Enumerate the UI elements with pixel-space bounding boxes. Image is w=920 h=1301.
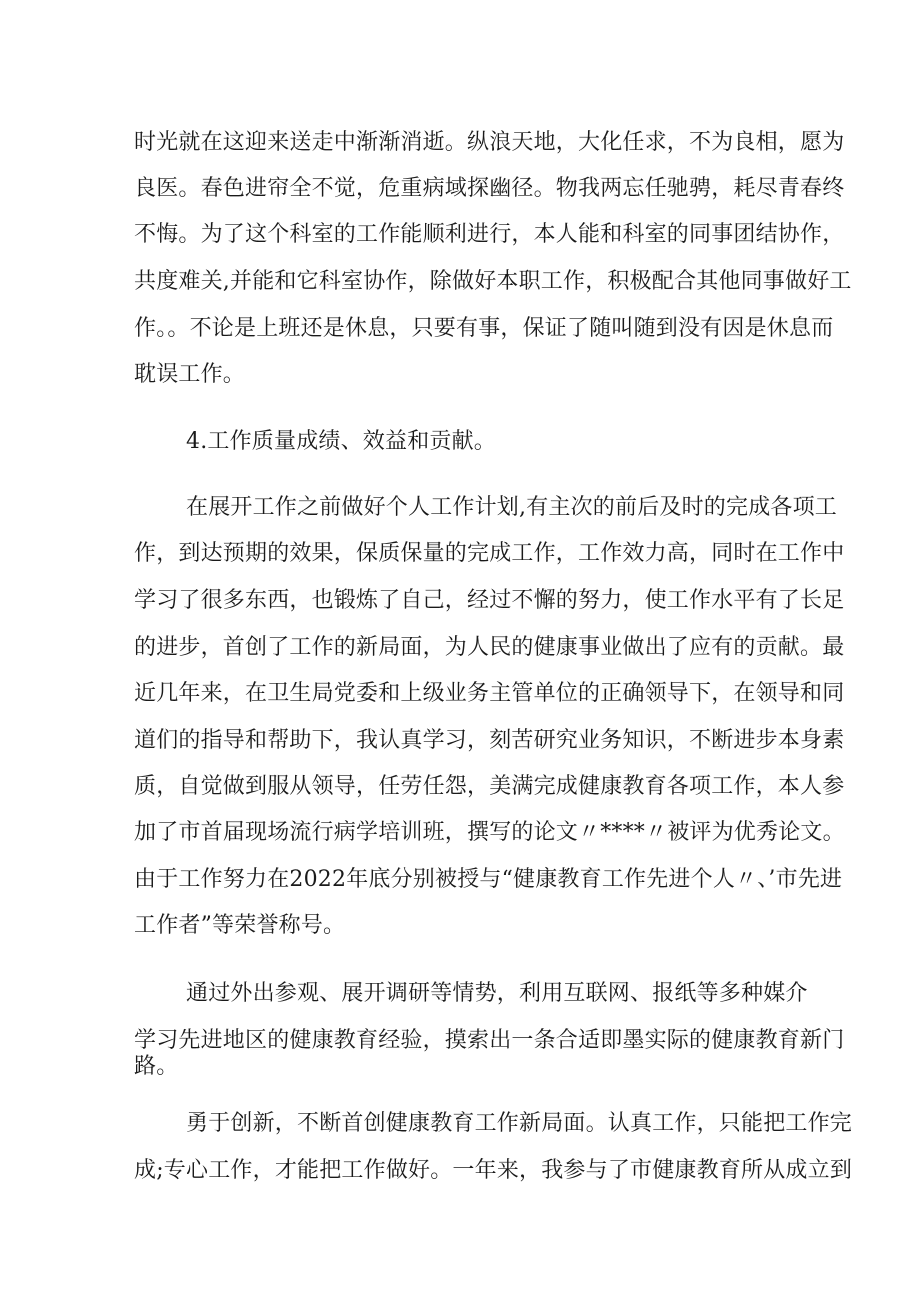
text-line: 良医。春色进帘全不觉，危重病域探幽径。物我两忘任驰骋，耗尽青春终 — [134, 176, 845, 201]
text-line: 作。。不论是上班还是休息，只要有事，保证了随叫随到没有因是休息而 — [134, 316, 834, 341]
text-line: 学习先进地区的健康教育经验，摸索出一条合适即墨实际的健康教育新门 — [134, 1028, 845, 1053]
text-line: 道们的指导和帮助下，我认真学习，刻苦研究业务知识，不断进步本身素 — [134, 728, 845, 753]
text-line: 近几年来，在卫生局党委和上级业务主管单位的正确领导下，在领导和同 — [134, 681, 845, 706]
text-line: 4.工作质量成绩、效益和贡献。 — [186, 429, 496, 454]
text-line: 耽误工作。 — [134, 362, 246, 387]
text-line: 时光就在这迎来送走中渐渐消逝。纵浪天地，大化任求，不为良相，愿为 — [134, 130, 845, 155]
text-line: 勇于创新，不断首创健康教育工作新局面。认真工作，只能把工作完 — [186, 1111, 853, 1136]
text-line: 由于工作努力在2022年底分别被授与“健康教育工作先进个人〃、’市先进 — [134, 867, 843, 892]
text-line: 工作者”等荣誉称号。 — [134, 913, 346, 938]
text-line: 成;专心工作，才能把工作做好。一年来，我参与了市健康教育所从成立到 — [134, 1158, 853, 1183]
text-line: 加了市首届现场流行病学培训班，撰写的论文〃****〃被评为优秀论文。 — [134, 820, 845, 845]
text-line: 的进步，首创了工作的新局面，为人民的健康事业做出了应有的贡献。最 — [134, 635, 845, 660]
text-line: 质，自觉做到服从领导，任劳任怨，美满完成健康教育各项工作，本人参 — [134, 774, 845, 799]
text-line: 学习了很多东西，也锻炼了自己，经过不懈的努力，使工作水平有了长足 — [134, 588, 845, 613]
text-line: 路。 — [134, 1054, 179, 1079]
text-line: 作，到达预期的效果，保质保量的完成工作，工作效力高，同时在工作中 — [134, 541, 845, 566]
text-line: 不悔。为了这个科室的工作能顺利进行，本人能和科室的同事团结协作， — [134, 222, 845, 247]
text-line: 在展开工作之前做好个人工作计划,有主次的前后及时的完成各项工 — [186, 495, 837, 520]
text-line: 通过外出参观、展开调研等情势，利用互联网、报纸等多种媒介 — [186, 981, 808, 1006]
text-line: 共度难关,并能和它科室协作，除做好本职工作，积极配合其他同事做好工 — [134, 269, 852, 294]
